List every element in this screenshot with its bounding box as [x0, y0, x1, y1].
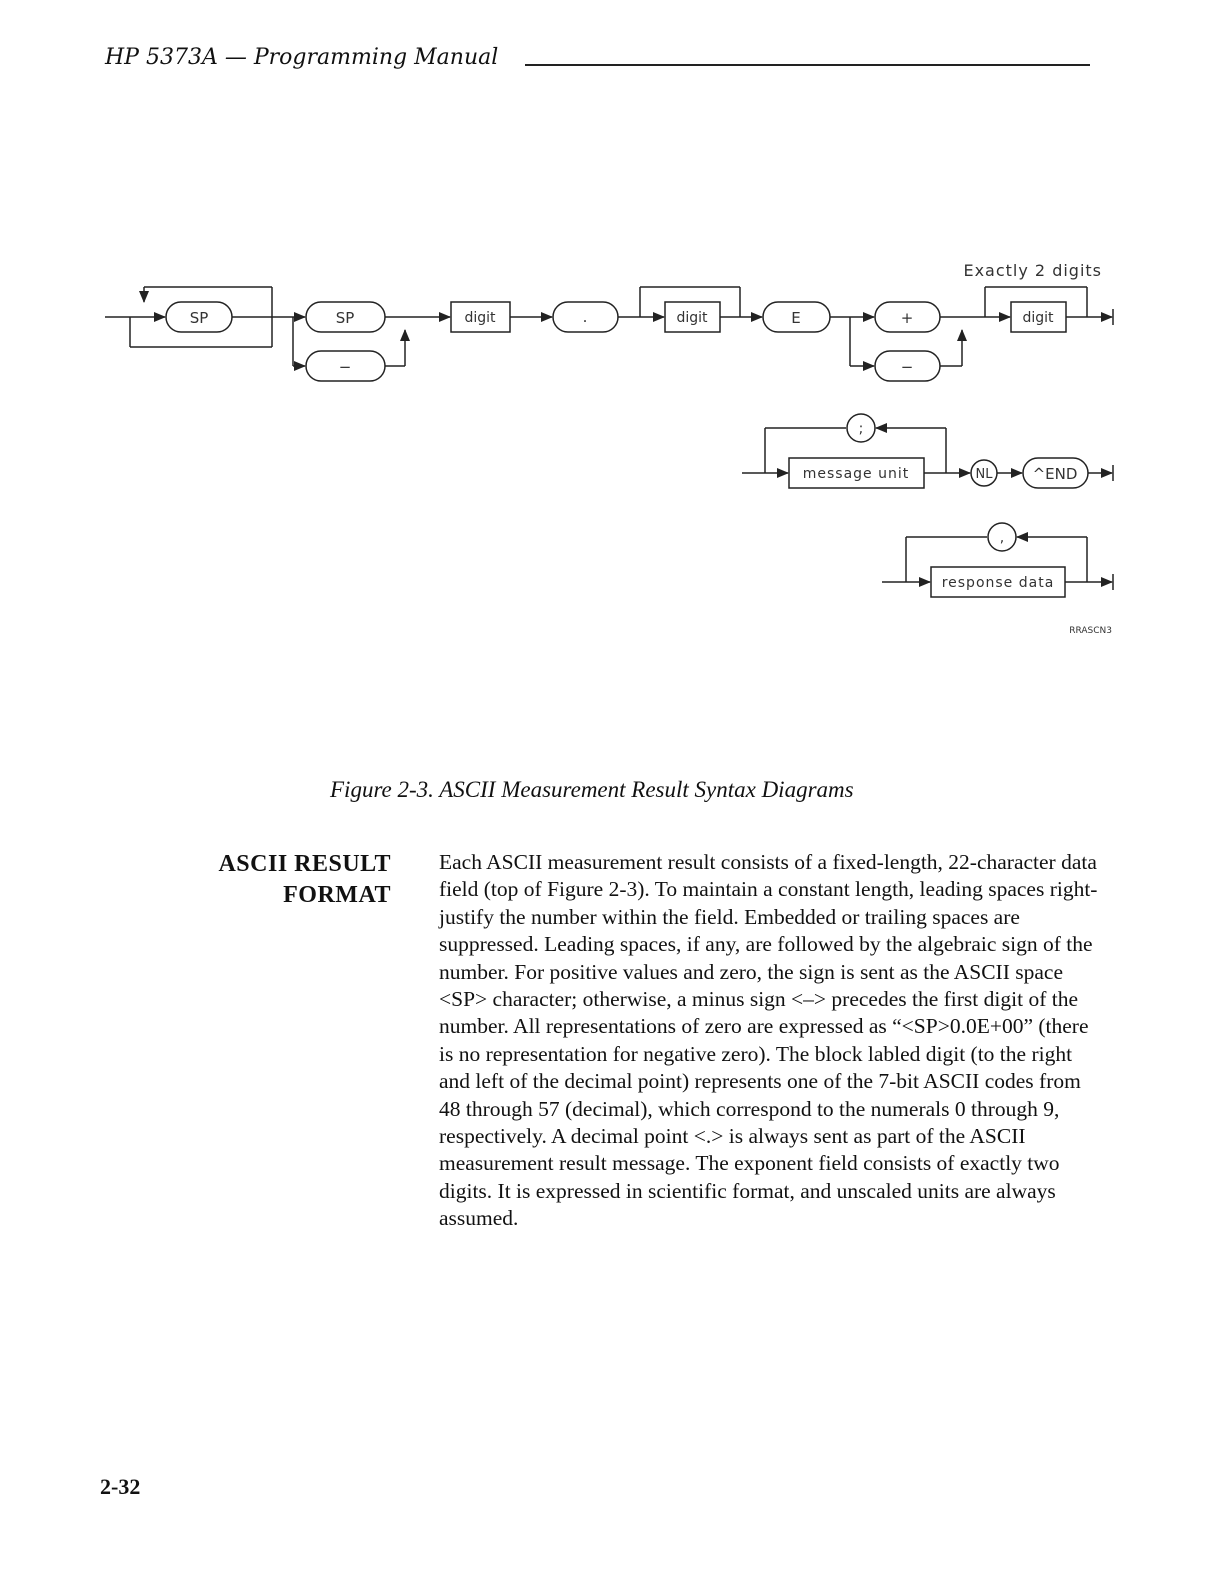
- section-body: [439, 849, 1107, 1233]
- plus-terminal-label: +: [900, 309, 914, 327]
- nl-terminal-label: NL: [975, 467, 993, 482]
- end-terminal-label: ^END: [1032, 465, 1078, 483]
- exactly-two-digits-label: Exactly 2 digits: [963, 261, 1102, 280]
- digit-block-exponent-label: digit: [1022, 310, 1054, 326]
- figure-caption: Figure 2-3. ASCII Measurement Result Syntax Diagrams: [330, 777, 854, 802]
- syntax-diagram: [0, 0, 1224, 700]
- comma-terminal-label: ,: [999, 530, 1005, 546]
- digit-block-integer-label: digit: [464, 310, 496, 326]
- sp-terminal-loop-label: SP: [189, 309, 209, 327]
- sp-terminal-sign-label: SP: [335, 309, 355, 327]
- figure-id-label: RRASCN3: [1069, 626, 1112, 636]
- page-number: 2-32: [100, 1474, 141, 1499]
- section-heading-line1: ASCII RESULT: [218, 851, 391, 877]
- minus-terminal-exponent-label: −: [900, 358, 914, 376]
- section-heading: [160, 849, 391, 911]
- message-unit-block-label: message unit: [802, 466, 910, 482]
- minus-terminal-sign-label: −: [338, 358, 352, 376]
- decimal-point-terminal-label: .: [582, 308, 588, 326]
- digit-block-fraction-label: digit: [676, 310, 708, 326]
- section-heading-line2: FORMAT: [283, 882, 391, 908]
- page-header-title: HP 5373A — Programming Manual: [105, 45, 499, 70]
- exponent-e-terminal-label: E: [791, 309, 801, 327]
- response-data-block-label: response data: [941, 575, 1055, 591]
- section-body-paragraph: Each ASCII measurement result consists of a fixed-length, 22-character data field (top of Figure 2-3). To maintain a constant length, leading spaces right-justify the number within the field. Embedded or trailing spaces are suppressed. Leading spaces, if any, are followed by the algebraic sign of the number. For positive values and zero, the sign is sent as the ASCII space <SP> character; otherwise, a minus sign <–> precedes the first digit of the number. All representations of zero are expressed as “<SP>0.0E+00” (there is no representation for negative zero). The block labled digit (to the right and left of the decimal point) represents one of the 7-bit ASCII codes from 48 through 57 (decimal), which correspond to the numerals 0 through 9, respectively. A decimal point <.> is always sent as part of the ASCII measurement result message. The exponent field consists of exactly two digits. It is expressed in scientific format, and unscaled units are always assumed.: [439, 850, 1098, 1231]
- semicolon-terminal-label: ;: [858, 421, 864, 437]
